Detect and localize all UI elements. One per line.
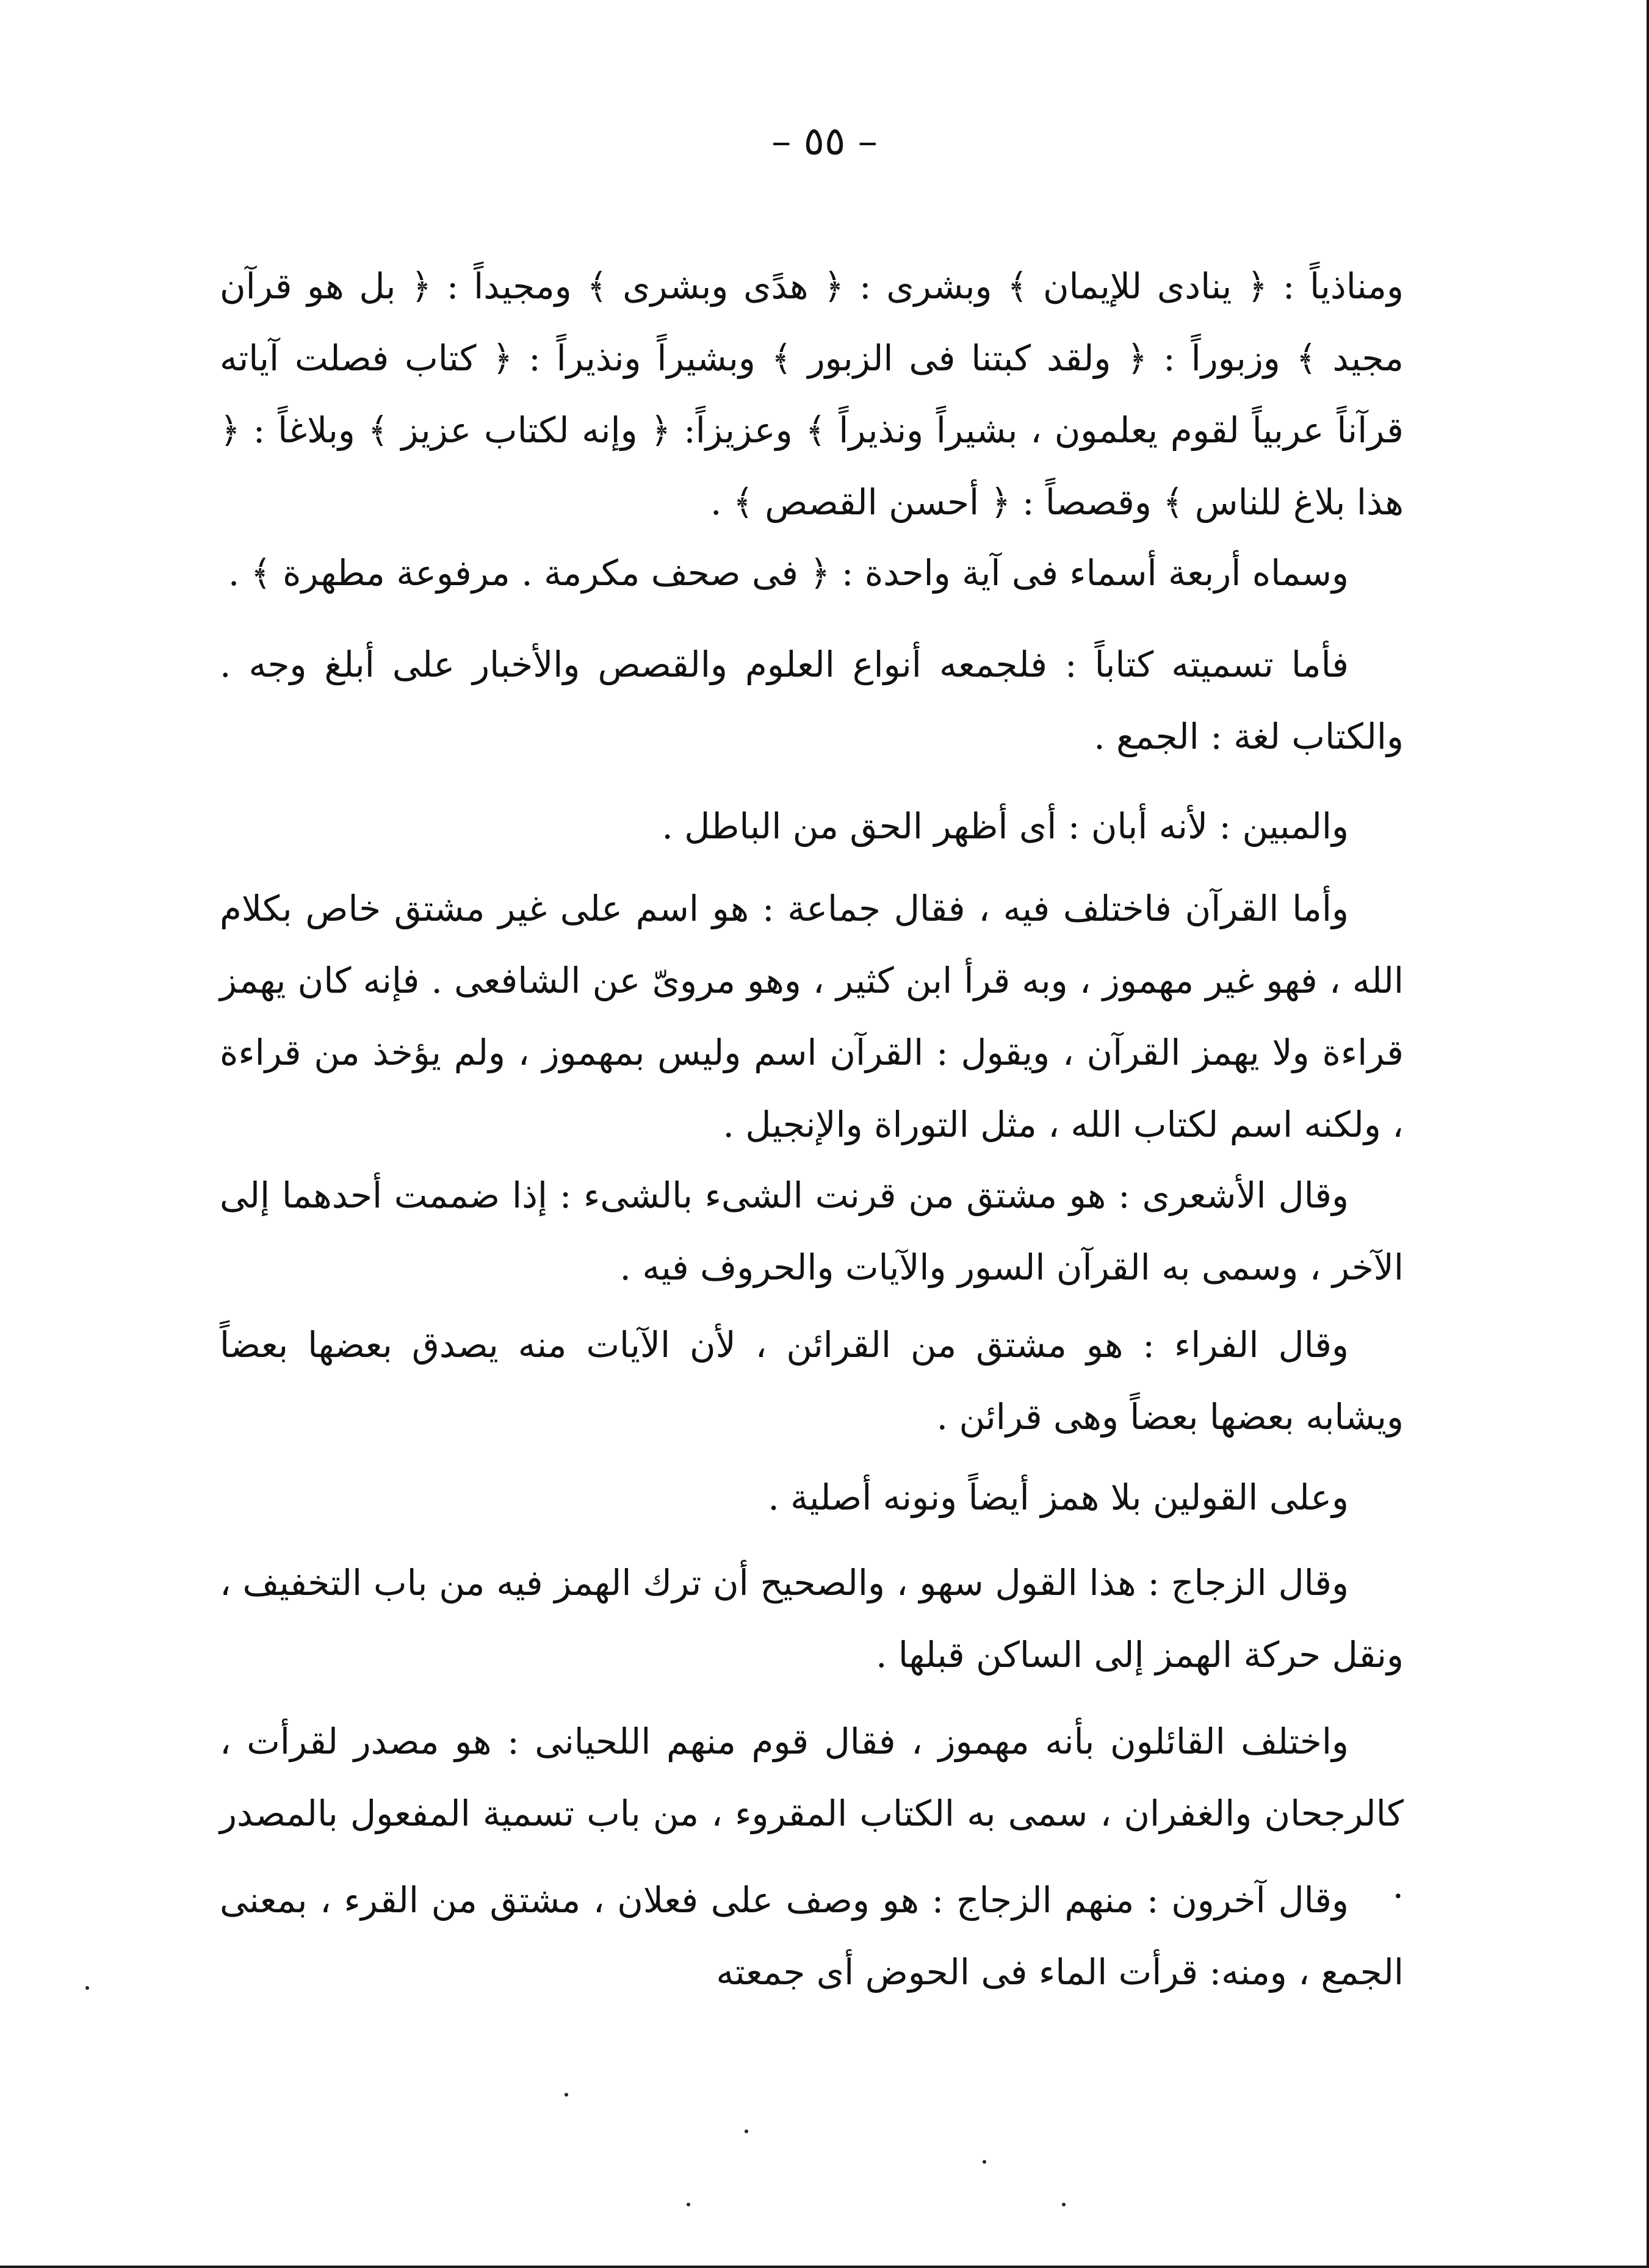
paragraph-9-block bbox=[220, 1547, 1404, 1691]
scan-speck bbox=[983, 2160, 986, 2164]
paragraph-2: وسماه أربعة أسماء فى آية واحدة : ﴿ فى صحف مكرمة . مرفوعة مطهرة ﴾ . bbox=[228, 552, 1349, 594]
paragraph-4-block bbox=[220, 790, 1404, 862]
scan-speck bbox=[85, 1986, 89, 1990]
paragraph-6: وقال الأشعرى : هو مشتق من قرنت الشىء بالشىء : إذا ضممت أحدهما إلى الآخر ، وسمى به القرآن السور والآيات والحروف فيه . bbox=[220, 1175, 1404, 1288]
paragraph-6-block bbox=[220, 1159, 1404, 1303]
paragraph-11-block bbox=[220, 1864, 1404, 2008]
paragraph-4: والمبين : لأنه أبان : أى أظهر الحق من الباطل . bbox=[662, 805, 1349, 847]
paragraph-8: وعلى القولين بلا همز أيضاً ونونه أصلية . bbox=[768, 1477, 1349, 1518]
paragraph-5: وأما القرآن فاختلف فيه ، فقال جماعة : هو اسم على غير مشتق خاص بكلام الله ، فهو غير مهموز ، وبه قرأ ابن كثير ، وهو مروىّ عن الشافعى . فإنه كان يهمز قراءة ولا يهمز القرآن ، ويقول : القرآن اسم وليس بمهموز ، ولم يؤخذ من قراءة ، ولكنه اسم لكتاب الله ، مثل التوراة والإنجيل . bbox=[220, 888, 1404, 1145]
paragraph-2-block bbox=[220, 537, 1404, 609]
paragraph-1: ومناذياً : ﴿ ينادى للإيمان ﴾ وبشرى : ﴿ هدًى وبشرى ﴾ ومجيداً : ﴿ بل هو قرآن مجيد ﴾ وزبوراً : ﴿ ولقد كبتنا فى الزبور ﴾ وبشيراً ونذيراً : ﴿ كتاب فصلت آياته قرآناً عربياً لقوم يعلمون ، بشيراً ونذيراً ﴾ وعزيزاً: ﴿ وإنه لكتاب عزيز ﴾ وبلاغاً : ﴿ هذا بلاغ للناس ﴾ وقصصاً : ﴿ أحسن القصص ﴾ . bbox=[220, 265, 1404, 523]
paragraph-7-block bbox=[220, 1309, 1404, 1453]
scan-speck bbox=[687, 2203, 690, 2206]
scan-speck bbox=[1062, 2203, 1066, 2206]
paragraph-3-block bbox=[220, 628, 1404, 772]
paragraph-8-block bbox=[220, 1461, 1404, 1533]
scan-speck bbox=[745, 2129, 748, 2133]
paragraph-1-block bbox=[220, 250, 1404, 538]
paragraph-11: وقال آخرون : منهم الزجاج : هو وصف على فعلان ، مشتق من القرء ، بمعنى الجمع ، ومنه: قرأت الماء فى الحوض أى جمعته bbox=[220, 1879, 1404, 1993]
paragraph-7: وقال الفراء : هو مشتق من القرائن ، لأن الآيات منه يصدق بعضها بعضاً ويشابه بعضها بعضاً وهى قرائن . bbox=[220, 1324, 1404, 1438]
paragraph-3: فأما تسميته كتاباً : فلجمعه أنواع العلوم والقصص والأخبار على أبلغ وجه . والكتاب لغة : الجمع . bbox=[220, 644, 1404, 757]
page-edge-bottom bbox=[0, 2266, 1649, 2268]
page-edge-right bbox=[1647, 0, 1649, 2268]
paragraph-9: وقال الزجاج : هذا القول سهو ، والصحيح أن ترك الهمز فيه من باب التخفيف ، ونقل حركة الهمز إلى الساكن قبلها . bbox=[220, 1562, 1404, 1676]
page-number: – ٥٥ – bbox=[771, 119, 878, 164]
paragraph-5-block bbox=[220, 873, 1404, 1161]
scan-speck bbox=[565, 2093, 568, 2097]
paragraph-10: واختلف القائلون بأنه مهموز ، فقال قوم منهم اللحيانى : هو مصدر لقرأت ، كالرجحان والغفران ، سمى به الكتاب المقروء ، من باب تسمية المفعول بالمصدر . bbox=[220, 1721, 1404, 1906]
